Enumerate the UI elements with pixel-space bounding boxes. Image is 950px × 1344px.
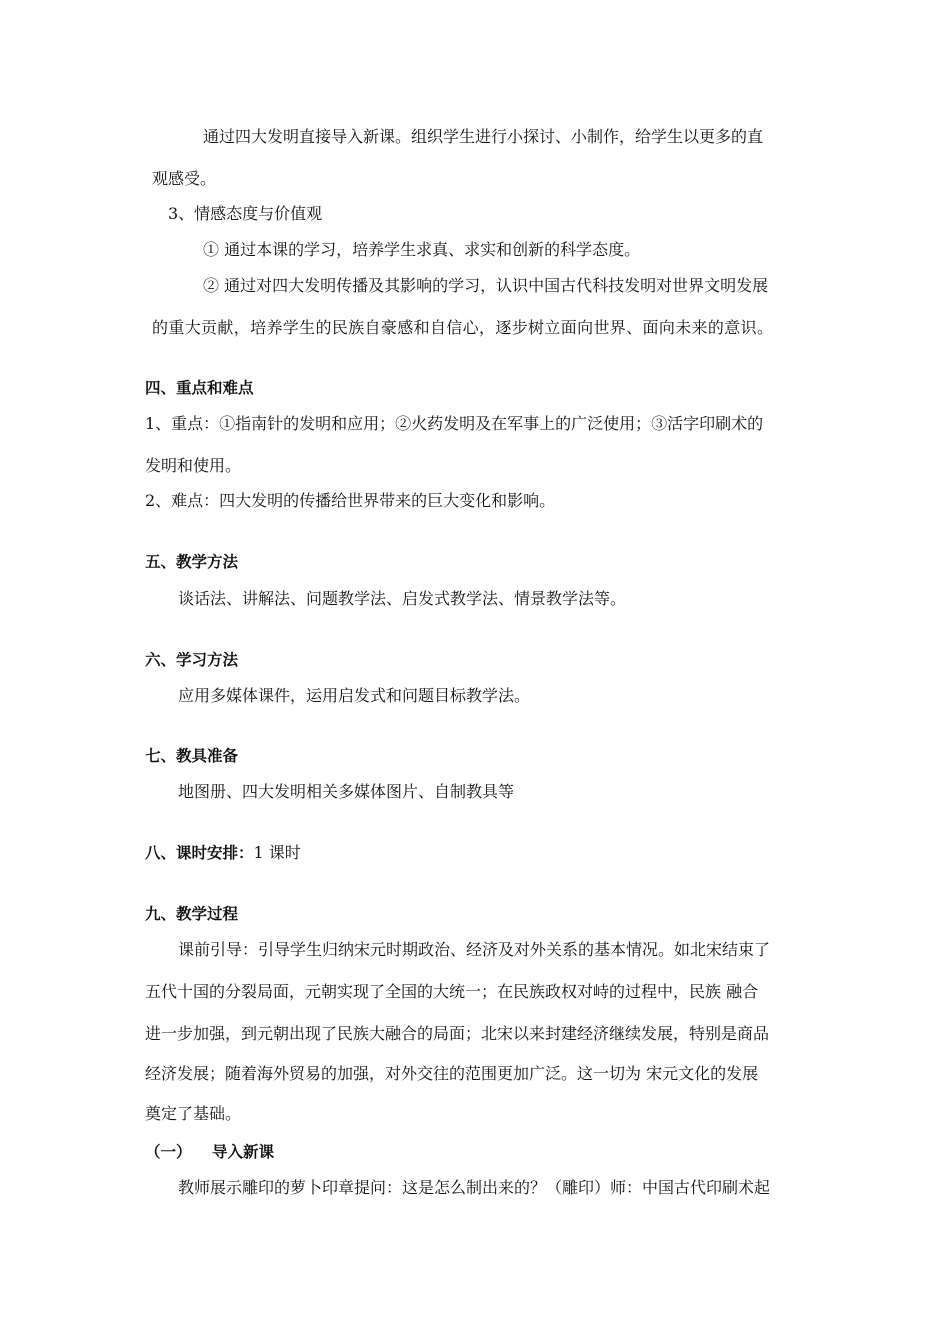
emotion-item-1: ① 通过本课的学习，培养学生求真、求实和创新的科学态度。 (203, 240, 641, 259)
section-9-heading: 九、教学过程 (145, 905, 239, 923)
emotion-item-2-line-1: ② 通过对四大发明传播及其影响的学习，认识中国古代科技发明对世界文明发展 (203, 276, 769, 295)
section-8-value: 1 课时 (253, 843, 301, 862)
emotion-item-2-line-2: 的重大贡献，培养学生的民族自豪感和自信心，逐步树立面向世界、面向未来的意识。 (152, 318, 774, 337)
key-points-line-2: 发明和使用。 (145, 456, 242, 475)
process-line-5: 奠定了基础。 (145, 1104, 242, 1123)
emotion-heading: 3、情感态度与价值观 (168, 204, 323, 223)
subsection-index: （一） (145, 1143, 192, 1161)
process-line-2: 五代十国的分裂局面，元朝实现了全国的大统一；在民族政权对峙的过程中，民族 融合 (145, 982, 759, 1001)
section-5-heading: 五、教学方法 (145, 553, 239, 571)
difficult-points: 2、难点：四大发明的传播给世界带来的巨大变化和影响。 (145, 491, 556, 510)
section-8-line (145, 843, 301, 863)
section-5-text: 谈话法、讲解法、问题教学法、启发式教学法、情景教学法等。 (178, 589, 627, 608)
key-points-line-1: 1、重点：①指南针的发明和应用；②火药发明及在军事上的广泛使用；③活字印刷术的 (145, 414, 764, 433)
section-6-heading: 六、学习方法 (145, 651, 239, 669)
intro-line-1: 通过四大发明直接导入新课。组织学生进行小探讨、小制作，给学生以更多的直 (203, 127, 764, 146)
section-4-heading: 四、重点和难点 (145, 379, 254, 397)
section-7-heading: 七、教具准备 (145, 747, 239, 765)
process-line-1: 课前引导：引导学生归纳宋元时期政治、经济及对外关系的基本情况。如北宋结束了 (178, 940, 771, 959)
process-line-4: 经济发展；随着海外贸易的加强，对外交往的范围更加广泛。这一切为 宋元文化的发展 (145, 1064, 759, 1083)
intro-new-lesson-line: 教师展示雕印的萝卜印章提问：这是怎么制出来的？（雕印）师：中国古代印刷术起 (178, 1178, 771, 1197)
subsection-title: 导入新课 (212, 1143, 275, 1161)
process-line-3: 进一步加强，到元朝出现了民族大融合的局面；北宋以来封建经济继续发展，特别是商品 (145, 1024, 770, 1043)
intro-line-2: 观感受。 (152, 169, 217, 188)
section-7-text: 地图册、四大发明相关多媒体图片、自制教具等 (178, 782, 515, 801)
section-8-heading: 八、课时安排： (145, 844, 254, 862)
section-6-text: 应用多媒体课件，运用启发式和问题目标教学法。 (178, 686, 531, 705)
